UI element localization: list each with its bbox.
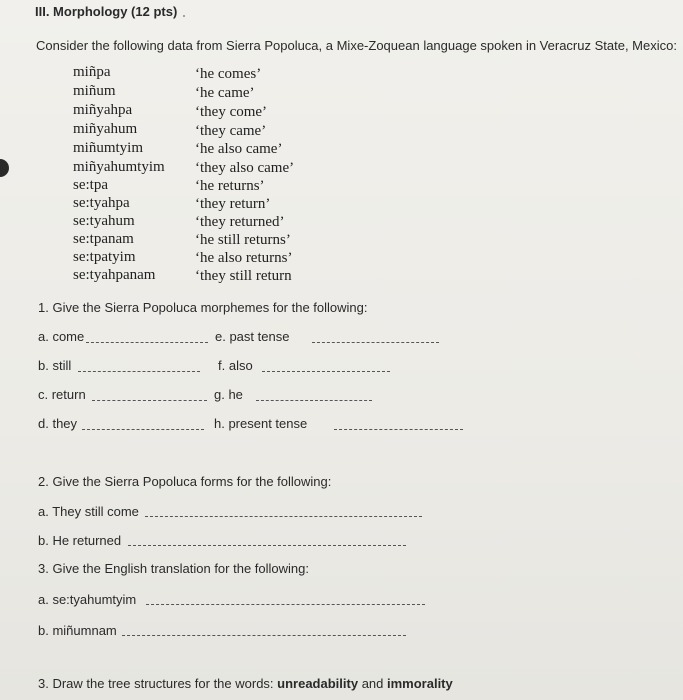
word-12: se:tyahpanam bbox=[73, 267, 156, 283]
q3-answer-a[interactable] bbox=[146, 604, 425, 605]
word-1: miñpa bbox=[73, 64, 111, 80]
q1-answer-e[interactable] bbox=[312, 342, 439, 343]
gloss-3: ‘they come’ bbox=[195, 104, 268, 120]
word-3: miñyahpa bbox=[73, 102, 133, 118]
q1-answer-h[interactable] bbox=[334, 429, 463, 430]
q4-conjunction: and bbox=[358, 676, 387, 691]
section-title: III. Morphology (12 pts) bbox=[35, 4, 178, 19]
gloss-10: ‘he still returns’ bbox=[195, 232, 291, 248]
word-11: se:tpatyim bbox=[73, 249, 136, 265]
gloss-2: ‘he came’ bbox=[195, 85, 255, 101]
q1-label-a: a. come bbox=[38, 329, 85, 344]
q1-answer-f[interactable] bbox=[262, 371, 390, 372]
q1-label-g: g. he bbox=[214, 387, 243, 402]
q1-label-f: f. also bbox=[218, 358, 253, 373]
q4-prompt-prefix: 3. Draw the tree structures for the words: bbox=[38, 676, 278, 691]
word-2: miñum bbox=[73, 83, 116, 99]
q2-prompt: 2. Give the Sierra Popoluca forms for the following: bbox=[38, 474, 332, 489]
q1-label-c: c. return bbox=[38, 387, 86, 402]
q1-label-b: b. still bbox=[38, 358, 72, 373]
gloss-8: ‘they return’ bbox=[195, 196, 271, 212]
q1-answer-c[interactable] bbox=[92, 400, 207, 401]
gloss-5: ‘he also came’ bbox=[195, 141, 283, 157]
intro-text: Consider the following data from Sierra Popoluca, a Mixe-Zoquean language spoken in Veracruz State, Mexico: bbox=[36, 38, 677, 53]
q1-answer-d[interactable] bbox=[82, 429, 204, 430]
q1-prompt: 1. Give the Sierra Popoluca morphemes for the following: bbox=[38, 300, 368, 315]
q1-answer-b[interactable] bbox=[78, 371, 200, 372]
q1-label-e: e. past tense bbox=[215, 329, 290, 344]
q4-word-unreadability: unreadability bbox=[277, 676, 359, 691]
q2-answer-a[interactable] bbox=[145, 516, 422, 517]
margin-marker bbox=[0, 159, 9, 177]
word-7: se:tpa bbox=[73, 177, 108, 193]
word-5: miñumtyim bbox=[73, 140, 144, 156]
gloss-12: ‘they still return bbox=[195, 268, 292, 284]
q3-answer-b[interactable] bbox=[122, 635, 406, 636]
gloss-4: ‘they came’ bbox=[195, 123, 267, 139]
gloss-6: ‘they also came’ bbox=[195, 160, 295, 176]
q3-label-b: b. miñumnam bbox=[38, 623, 117, 638]
word-8: se:tyahpa bbox=[73, 195, 130, 211]
q2-answer-b[interactable] bbox=[128, 545, 406, 546]
q2-label-a: a. They still come bbox=[38, 504, 139, 519]
stray-mark bbox=[183, 15, 185, 17]
q4-word-immorality: immorality bbox=[387, 676, 453, 691]
q1-label-h: h. present tense bbox=[214, 416, 308, 431]
word-4: miñyahum bbox=[73, 121, 138, 137]
word-6: miñyahumtyim bbox=[73, 159, 165, 175]
q2-label-b: b. He returned bbox=[38, 533, 122, 548]
gloss-1: ‘he comes’ bbox=[195, 66, 262, 82]
q1-answer-a[interactable] bbox=[86, 342, 208, 343]
q1-answer-g[interactable] bbox=[256, 400, 372, 401]
q4-prompt bbox=[38, 676, 453, 691]
word-9: se:tyahum bbox=[73, 213, 135, 229]
q3-label-a: a. se:tyahumtyim bbox=[38, 592, 137, 607]
word-10: se:tpanam bbox=[73, 231, 134, 247]
gloss-11: ‘he also returns’ bbox=[195, 250, 293, 266]
q1-label-d: d. they bbox=[38, 416, 78, 431]
gloss-9: ‘they returned’ bbox=[195, 214, 285, 230]
q3-prompt: 3. Give the English translation for the following: bbox=[38, 561, 309, 576]
gloss-7: ‘he returns’ bbox=[195, 178, 265, 194]
